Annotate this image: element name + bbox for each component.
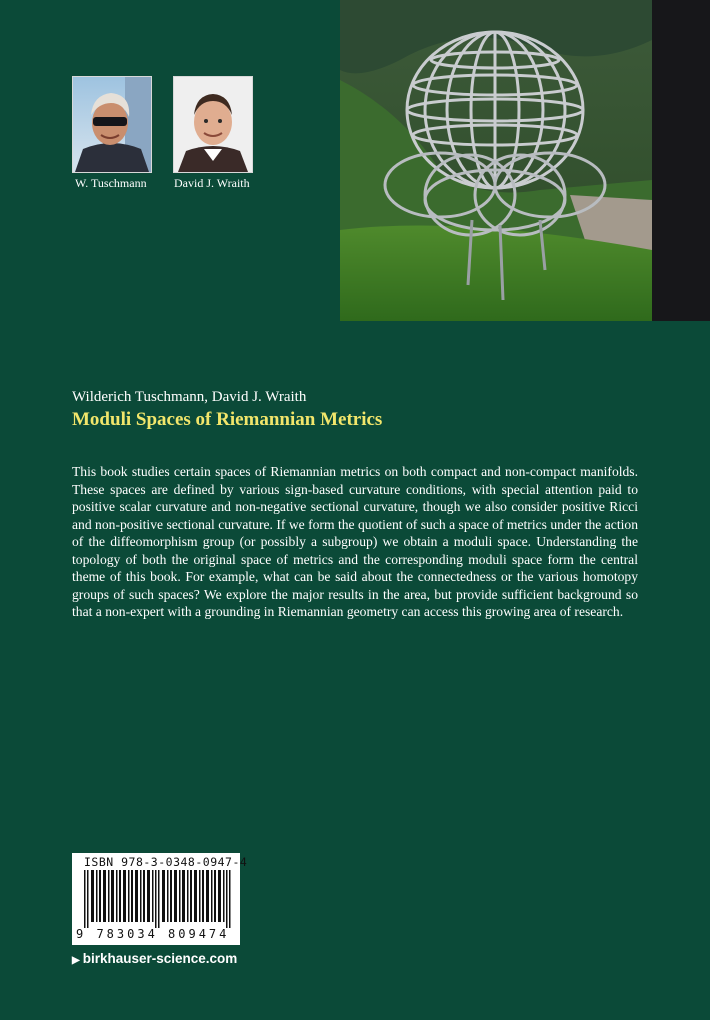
barcode-bars: [84, 870, 232, 928]
author-caption-wraith: David J. Wraith: [174, 176, 250, 190]
isbn-barcode: [72, 853, 248, 945]
author-portrait-2: [174, 77, 252, 172]
author-portrait-1: [73, 77, 151, 172]
barcode-digits: 9 783034 809474: [76, 927, 230, 941]
book-description: This book studies certain spaces of Riemannian metrics on both compact and non-compact manifolds. These spaces are defined by various sign-based curvature conditions, with special attention paid to positive scalar curvature and non-negative sectional curvature, though we also consider positive Ricci and non-positive sectional curvature. If we form the quotient of such a space of metrics under the action of the diffeomorphism group (or possibly a subgroup) we obtain a moduli space. Understanding the topology of both the original space of metrics and the corresponding moduli space form the central theme of this book. For example, what can be said about the connectedness or the various homotopy groups of such spaces? We explore the major results in the area, but provide sufficient background so that a non-expert with a grounding in Riemannian geometry can access this growing area of research.: [72, 464, 638, 619]
arrow-right-icon: ▶: [72, 955, 80, 966]
author-caption-tuschmann: W. Tuschmann: [75, 176, 147, 190]
isbn-label: ISBN 978-3-0348-0947-4: [84, 855, 248, 869]
publisher-link[interactable]: [72, 951, 237, 966]
book-title: Moduli Spaces of Riemannian Metrics: [72, 409, 383, 430]
author-photo-tuschmann: [72, 76, 152, 173]
publisher-url[interactable]: birkhauser-science.com: [82, 951, 238, 966]
authors-line: Wilderich Tuschmann, David J. Wraith: [72, 389, 307, 405]
spine-strip: [652, 0, 710, 321]
sculpture-photo: [340, 0, 652, 321]
author-photo-wraith: [173, 76, 253, 173]
